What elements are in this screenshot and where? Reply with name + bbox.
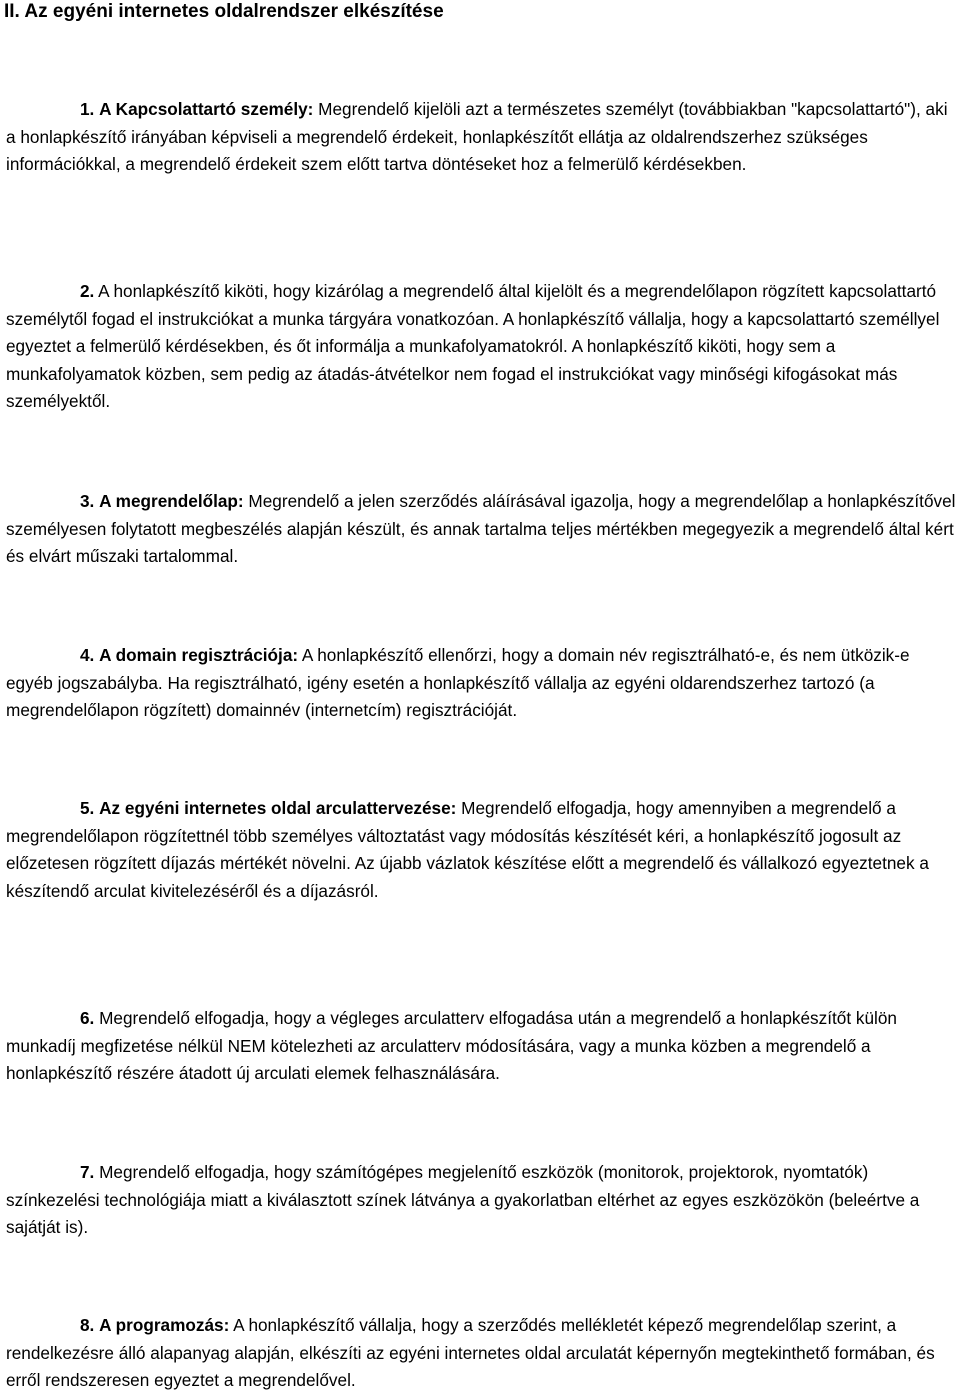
paragraph-text: A honlapkészítő ellenőrzi, hogy a domain név regisztrálható-e, és nem ütközik-e egyéb jogszabályba. Ha regisztrálható, igény esetén a honlapkészítő vállalja az egyéni oldarendszerhez tartozó (a megrendelőlapon rögzített) domainnév (internetcím) regisztrációját. [6, 645, 910, 720]
paragraph-number: 6. [80, 1008, 95, 1028]
paragraph-title: Az egyéni internetes oldal arculattervezése: [99, 798, 457, 818]
paragraph-title: A domain regisztrációja: [99, 645, 299, 665]
paragraph-3 [6, 488, 956, 571]
paragraph-1 [6, 96, 956, 179]
paragraph-2 [6, 278, 956, 416]
paragraph-text: A honlapkészítő kiköti, hogy kizárólag a megrendelő által kijelölt és a megrendelőlapon rögzített kapcsolattartó személytől fogad el instrukciókat a munka tárgyára vonatkozóan. A honlapkészítő vállalja, hogy a kapcsolattartó személlyel egyeztet a felmerülő kérdésekben, és őt informálja a munkafolyamatokról. A honlapkészítő kiköti, hogy sem a munkafolyamatok közben, sem pedig az átadás-átvételkor nem fogad el instrukciókat vagy minőségi kifogásokat más személyektől. [6, 281, 940, 411]
section-heading: II. Az egyéni internetes oldalrendszer elkészítése [4, 1, 444, 22]
paragraph-text: Megrendelő a jelen szerződés aláírásával igazolja, hogy a megrendelőlap a honlapkészítővel személyesen folytatott megbeszélés alapján készült, és annak tartalma teljes mértékben megegyezik a megrendelő által kért és elvárt műszaki tartalommal. [6, 491, 956, 566]
paragraph-title: A programozás: [99, 1315, 230, 1335]
paragraph-6 [6, 1005, 956, 1088]
paragraph-8 [6, 1312, 956, 1395]
paragraph-number: 3. [80, 491, 95, 511]
paragraph-text: Megrendelő elfogadja, hogy számítógépes megjelenítő eszközök (monitorok, projektorok, nyomtatók) színkezelési technológiája miatt a kiválasztott színek látványa a gyakorlatban eltérhet az egyes eszközökön (beleértve a sajátját is). [6, 1162, 920, 1237]
paragraph-4 [6, 642, 956, 725]
paragraph-text: Megrendelő kijelöli azt a természetes személyt (továbbiakban "kapcsolattartó"), aki a honlapkészítő irányában képviseli a megrendelő érdekeit, honlapkészítőt ellátja az oldalrendszerhez szükséges információkkal, a megrendelő érdekeit szem előtt tartva döntéseket hoz a felmerülő kérdésekben. [6, 99, 948, 174]
paragraph-5 [6, 795, 956, 905]
paragraph-title: A megrendelőlap: [99, 491, 244, 511]
paragraph-number: 7. [80, 1162, 95, 1182]
paragraph-text: Megrendelő elfogadja, hogy amennyiben a megrendelő a megrendelőlapon rögzítettnél több személyes változtatást vagy módosítás készítését kéri, a honlapkészítő jogosult az előzetesen rögzített díjazás mértékét növelni. Az újabb vázlatok készítése előtt a megrendelő és vállalkozó egyeztetnek a készítendő arculat kivitelezéséről és a díjazásról. [6, 798, 929, 901]
paragraph-number: 2. [80, 281, 95, 301]
paragraph-number: 1. [80, 99, 95, 119]
paragraph-number: 8. [80, 1315, 95, 1335]
paragraph-number: 5. [80, 798, 95, 818]
paragraph-7 [6, 1159, 956, 1242]
paragraph-text: Megrendelő elfogadja, hogy a végleges arculatterv elfogadása után a megrendelő a honlapkészítőt külön munkadíj megfizetése nélkül NEM kötelezheti az arculatterv módosítására, vagy a munka közben a megrendelő a honlapkészítő részére átadott új arculati elemek felhasználására. [6, 1008, 897, 1083]
paragraph-number: 4. [80, 645, 95, 665]
paragraph-text: A honlapkészítő vállalja, hogy a szerződés mellékletét képező megrendelőlap szerint, a rendelkezésre álló alapanyag alapján, elkészíti az egyéni internetes oldal arculatát képernyőn megtekinthető formában, és erről rendszeresen egyeztet a megrendelővel. [6, 1315, 935, 1390]
paragraph-title: A Kapcsolattartó személy: [99, 99, 314, 119]
